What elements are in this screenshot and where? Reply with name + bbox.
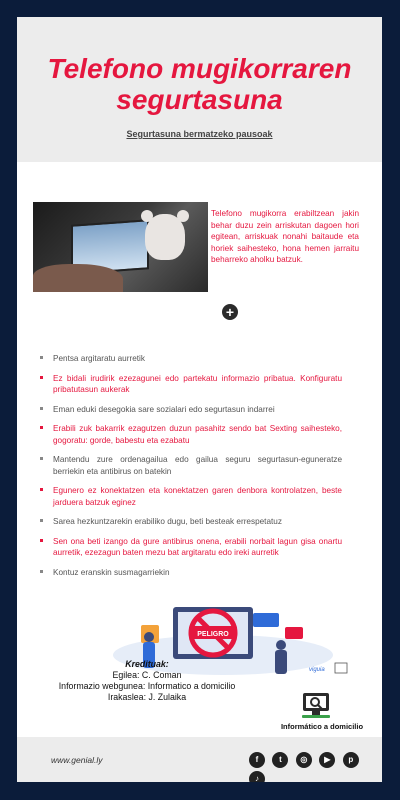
- tip-item: [39, 404, 342, 416]
- alert-bubble-icon: [285, 627, 303, 639]
- tip-text: Egunero ez konektatzen eta konektatzen garen denbora kontrolatzen, beste jarduera batzuk eginez: [53, 486, 342, 507]
- site-link[interactable]: www.genial.ly: [51, 755, 103, 765]
- twitter-icon[interactable]: t: [272, 752, 288, 768]
- tip-item: [39, 454, 342, 477]
- infographic-card: [17, 17, 382, 782]
- bullet-icon: [40, 570, 43, 573]
- tip-item: [39, 567, 342, 579]
- tip-text: Sen ona beti izango da gure antibirus onena, erabili norbait lagun gisa onartu aurretik, ezezagun baten mezu bat argitaratu edo ireki aurretik: [53, 536, 342, 557]
- credits-source: Informazio webgunea: Informatico a domicilio: [58, 681, 236, 691]
- bullet-icon: [40, 519, 43, 522]
- bullet-icon: [40, 539, 43, 542]
- page-subtitle: Segurtasuna bermatzeko pausoak: [126, 129, 273, 139]
- tip-text: Mantendu zure ordenagailua edo gailua seguru segurtasun-eguneratze berriekin eta antibirus on batekin: [53, 455, 342, 476]
- logo-label: Informático a domicilio: [280, 722, 364, 731]
- bullet-icon: [40, 376, 43, 379]
- tip-text: Sarea hezkuntzarekin erabiliko dugu, beti besteak errespetatuz: [53, 517, 282, 526]
- tip-item: [39, 353, 342, 365]
- social-icons: [246, 749, 382, 782]
- teddy-bear: [145, 214, 185, 260]
- tip-item: [39, 373, 342, 396]
- laptop-teddy-photo: [33, 202, 208, 292]
- tip-item: [39, 536, 342, 559]
- credits-block: [17, 659, 277, 703]
- tip-text: Pentsa argitaratu aurretik: [53, 354, 145, 363]
- tiktok-icon[interactable]: ♪: [249, 771, 265, 782]
- computer-repair-logo-icon: [300, 689, 332, 721]
- tip-item: [39, 485, 342, 508]
- facebook-icon[interactable]: f: [249, 752, 265, 768]
- title-line-1: Telefono mugikorraren: [47, 53, 352, 84]
- instagram-icon[interactable]: ◎: [296, 752, 312, 768]
- youtube-icon[interactable]: ▶: [319, 752, 335, 768]
- header-section: [17, 17, 382, 162]
- footer-bar: [17, 737, 382, 782]
- credits-author: Egilea: C. Coman: [112, 670, 182, 680]
- danger-sign-text: PELIGRO: [197, 631, 229, 638]
- badge-icon: [335, 663, 347, 673]
- intro-text: Telefono mugikorra erabiltzean jakin behar duzu zein arriskutan dagoen hori egitean, arriskuak nonahi baitaude eta horiek saihesteko, hona hemen jarraitu beharreko aholku batzuk.: [211, 209, 359, 264]
- expand-plus-button[interactable]: +: [222, 304, 238, 320]
- pinterest-icon[interactable]: p: [343, 752, 359, 768]
- tips-list: [39, 353, 342, 586]
- bullet-icon: [40, 457, 43, 460]
- person-left-head: [144, 632, 154, 642]
- credits-heading: Kredituak:: [125, 659, 169, 669]
- bullet-icon: [40, 356, 43, 359]
- child-arm: [33, 264, 123, 292]
- chat-bubble-icon: [253, 613, 279, 627]
- page-title: [37, 53, 362, 115]
- tip-item: [39, 516, 342, 528]
- tip-item: [39, 423, 342, 446]
- tip-text: Ez bidali irudirik ezezagunei edo partekatu informazio pribatua. Konfiguratu pribatutasun aukerak: [53, 373, 342, 394]
- person-right-head: [276, 640, 286, 650]
- tip-text: Eman eduki desegokia sare sozialari edo segurtasun indarrei: [53, 404, 275, 414]
- brand-logo: viguia: [309, 667, 325, 673]
- bullet-icon: [40, 488, 43, 491]
- bullet-icon: [40, 407, 43, 410]
- tip-text: Kontuz eranskin susmagarriekin: [53, 567, 170, 577]
- tip-text: Erabili zuk bakarrik ezagutzen duzun pasahitz sendo bat Sexting saihesteko, gogoratu: gorde, babestu eta ezabatu: [53, 424, 342, 445]
- title-line-2: segurtasuna: [116, 84, 283, 115]
- bullet-icon: [40, 426, 43, 429]
- credits-teacher: Irakaslea: J. Zulaika: [107, 692, 187, 702]
